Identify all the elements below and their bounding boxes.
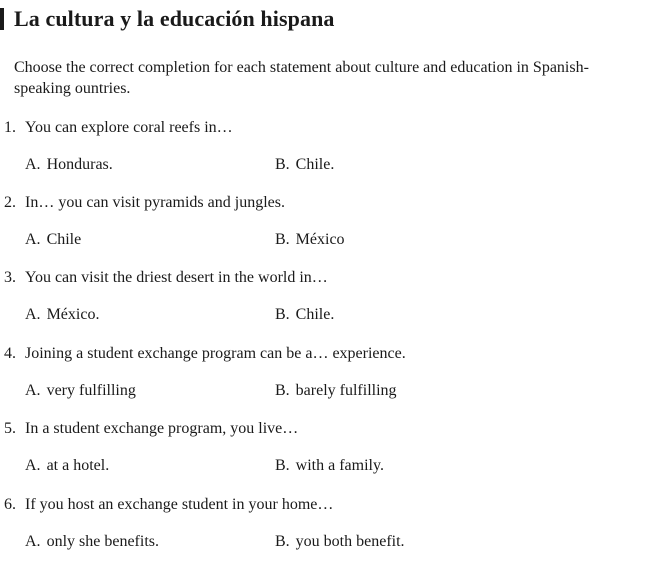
option-a[interactable]	[25, 230, 81, 250]
question-number: 2.	[4, 194, 16, 211]
question-prompt: In… you can visit pyramids and jungles.	[25, 194, 285, 211]
option-letter: B.	[275, 156, 290, 173]
option-text: Chile.	[295, 156, 335, 173]
option-a[interactable]	[25, 305, 99, 325]
option-b[interactable]	[275, 456, 384, 476]
question-prompt: If you host an exchange student in your home…	[25, 496, 334, 513]
option-b[interactable]	[275, 155, 334, 175]
question-5	[4, 419, 644, 489]
question-prompt: Joining a student exchange program can be a… experience.	[25, 345, 406, 362]
question-prompt: You can visit the driest desert in the world in…	[25, 269, 328, 286]
option-letter: B.	[275, 533, 290, 550]
option-letter: A.	[25, 457, 41, 474]
question-number: 4.	[4, 345, 16, 362]
option-letter: B.	[275, 231, 290, 248]
option-text: barely fulfilling	[295, 382, 397, 399]
question-2	[4, 193, 644, 263]
question-text	[4, 193, 285, 213]
option-text: very fulfilling	[46, 382, 136, 399]
option-a[interactable]	[25, 155, 113, 175]
question-text	[4, 419, 298, 439]
option-letter: A.	[25, 306, 41, 323]
question-3	[4, 268, 644, 338]
option-letter: B.	[275, 306, 290, 323]
question-text	[4, 344, 406, 364]
option-letter: A.	[25, 533, 41, 550]
title-marker	[0, 8, 4, 30]
question-1	[4, 118, 644, 188]
question-text	[4, 268, 328, 288]
option-text: México	[295, 231, 345, 248]
option-text: Honduras.	[46, 156, 113, 173]
question-number: 3.	[4, 269, 16, 286]
option-text: you both benefit.	[295, 533, 405, 550]
option-letter: A.	[25, 156, 41, 173]
page-title: La cultura y la educación hispana	[14, 6, 335, 31]
option-letter: B.	[275, 382, 290, 399]
option-letter: A.	[25, 231, 41, 248]
option-text: only she benefits.	[46, 533, 159, 550]
option-a[interactable]	[25, 456, 109, 476]
page-header	[0, 4, 655, 34]
option-text: México.	[46, 306, 100, 323]
option-letter: A.	[25, 382, 41, 399]
option-text: Chile	[46, 231, 82, 248]
option-text: at a hotel.	[46, 457, 110, 474]
question-number: 5.	[4, 420, 16, 437]
instructions: Choose the correct completion for each statement about culture and education in Spanish-speaking ountries.	[14, 59, 589, 97]
option-a[interactable]	[25, 381, 136, 401]
option-b[interactable]	[275, 305, 334, 325]
question-prompt: You can explore coral reefs in…	[25, 119, 233, 136]
question-number: 1.	[4, 119, 16, 136]
option-b[interactable]	[275, 532, 405, 552]
option-text: with a family.	[295, 457, 384, 474]
option-b[interactable]	[275, 381, 397, 401]
option-b[interactable]	[275, 230, 345, 250]
question-text	[4, 118, 233, 138]
question-6	[4, 495, 644, 565]
option-letter: B.	[275, 457, 290, 474]
question-4	[4, 344, 644, 414]
question-text	[4, 495, 333, 515]
option-a[interactable]	[25, 532, 159, 552]
option-text: Chile.	[295, 306, 335, 323]
question-number: 6.	[4, 496, 16, 513]
question-prompt: In a student exchange program, you live…	[25, 420, 299, 437]
